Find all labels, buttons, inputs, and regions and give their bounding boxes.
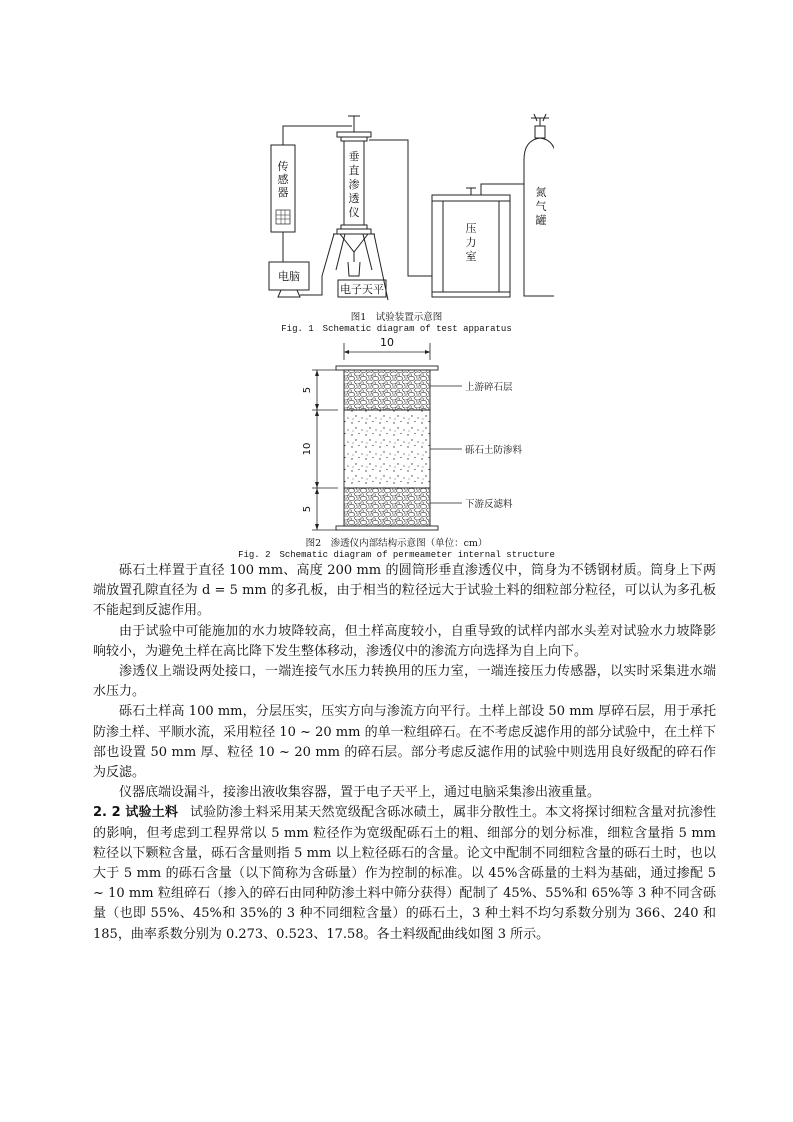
paragraph: 渗透仪上端设两处接口，一端连接气水压力转换用的压力室，一端连接压力传感器，以实时采集进水端水压力。 [93, 664, 716, 700]
upper-layer-label: 上游碎石层 [465, 382, 513, 393]
paragraph: 砾石土样置于直径 100 mm、高度 200 mm 的圆筒形垂直渗透仪中，筒身为不锈钢材质。筒身上下两端放置孔隙直径为 d = 5 mm 的多孔板，由于相当的粒径远大于试验土料的细粒部分粒径，可以认为多孔板不能起到反滤作用。 [93, 563, 716, 619]
dim-lower-label: 5 [302, 505, 313, 513]
figure-1-caption-en: Fig. 1 Schematic diagram of test apparatus [281, 324, 512, 334]
figure-2-caption-en: Fig. 2 Schematic diagram of permeameter internal structure [238, 550, 555, 560]
lower-filter-layer [344, 488, 430, 526]
figure-1-caption-cn: 图1 试验装置示意图 [350, 312, 443, 323]
chamber-label: 压力室 [465, 222, 477, 263]
figure-2-caption-cn: 图2 渗透仪内部结构示意图（单位：cm） [305, 538, 488, 549]
paragraph: 仪器底端设漏斗，接渗出液收集容器，置于电子天平上，通过电脑采集渗出液重量。 [119, 785, 601, 801]
balance-label: 电子天平 [340, 283, 384, 296]
body-text [93, 561, 716, 945]
sensor-label: 传感器 [277, 160, 289, 199]
computer-label: 电脑 [278, 270, 300, 283]
figure-2-permeameter-structure [296, 335, 566, 535]
paragraph: 砾石土样高 100 mm，分层压实，压实方向与渗流方向平行。土样上部设 50 mm 厚碎石层，用于承托防渗土样、平顺水流，采用粒径 10 ~ 20 mm 的单一粒组碎石。在不考虑反滤作用的部分试验中，在土样下部也设置 50 mm 厚、粒径 10 ~ 20 mm 的碎石层。部分考虑反滤作用的试验中则选用良好级配的碎石作为反滤。 [93, 704, 716, 781]
section-heading [93, 805, 178, 820]
tank-label: 氮气罐 [535, 186, 547, 227]
figure-1-apparatus-diagram [262, 108, 554, 316]
section-title: 试验土料 [125, 805, 179, 821]
permeameter-label: 垂直渗透仪 [348, 150, 360, 219]
dim-middle-label: 10 [302, 442, 313, 456]
section-paragraph [93, 803, 716, 944]
middle-layer-label: 砾石土防渗料 [465, 445, 523, 456]
upper-gravel-layer [344, 370, 430, 410]
lower-layer-label: 下游反滤料 [465, 499, 513, 510]
section-number: 2. 2 [93, 805, 121, 821]
gravel-soil-layer [344, 410, 430, 488]
paragraph: 由于试验中可能施加的水力坡降较高，但土样高度较小，自重导致的试样内部水头差对试验水力坡降影响较小，为避免土样在高比降下发生整体移动，渗透仪中的渗流方向选择为自上向下。 [93, 623, 716, 659]
paragraph-text: 试验防渗土料采用某天然宽级配含砾冰碛土，属非分散性土。本文将探讨细粒含量对抗渗性的影响，但考虑到工程界常以 5 mm 粒径作为宽级配砾石土的粗、细部分的划分标准，细粒含量指 5 mm 粒径以下颗粒含量，砾石含量则指 5 mm 以上粒径砾石的含量。论文中配制不同细粒含量的砾石土时，也以大于 5 mm 的砾石含量（以下简称为含砾量）作为控制的标准。以 45%含砾量的土料为基础，通过掺配 5 ~ 10 mm 粒组碎石（掺入的碎石由同种防渗土料中筛分获得）配制了 45%、55%和 65%等 3 种不同含砾量（也即 55%、45%和 35%的 3 种不同细粒含量）的砾石土，3 种土料不均匀系数分别为 366、240 和 185，曲率系数分别为 0.273、0.523、17.58。各土料级配曲线如图 3 所示。 [93, 805, 716, 942]
dim-upper-label: 5 [302, 386, 313, 394]
dim-width-label: 10 [380, 336, 394, 349]
